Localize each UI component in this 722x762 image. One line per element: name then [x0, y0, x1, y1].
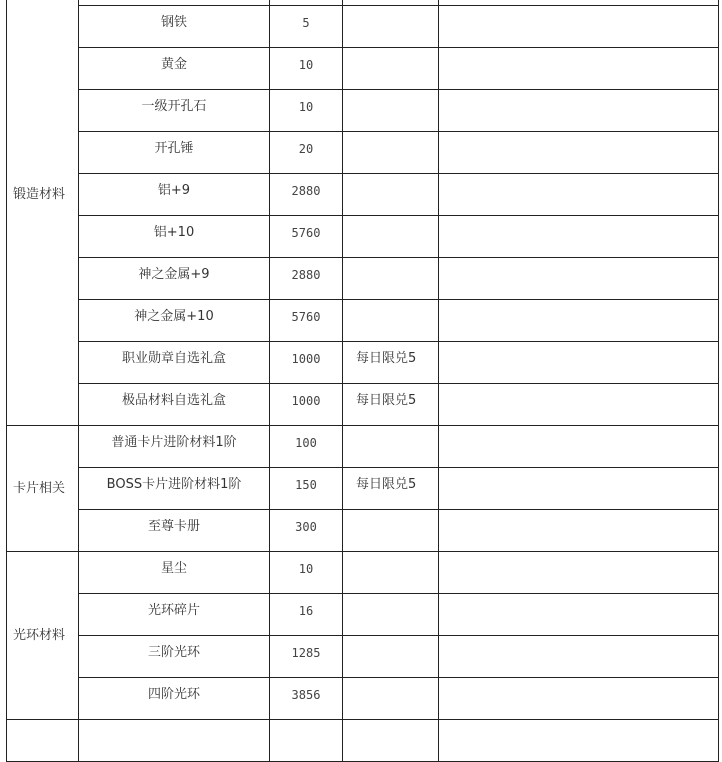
note-cell [439, 384, 719, 426]
table-row [7, 174, 719, 216]
table-row [7, 90, 719, 132]
table-row [7, 216, 719, 258]
limit-cell [343, 594, 439, 636]
limit-cell [343, 300, 439, 342]
item-name-cell: BOSS卡片进阶材料1阶 [79, 468, 270, 510]
limit-cell [343, 636, 439, 678]
note-cell [439, 48, 719, 90]
price-cell: 2880 [270, 174, 343, 216]
table-row [7, 594, 719, 636]
note-cell [439, 678, 719, 720]
item-name-cell: 四阶光环 [79, 678, 270, 720]
note-cell [439, 636, 719, 678]
price-cell: 1000 [270, 384, 343, 426]
item-name-cell: 星尘 [79, 552, 270, 594]
note-cell [439, 174, 719, 216]
note-cell [439, 426, 719, 468]
item-name-cell: 三阶光环 [79, 636, 270, 678]
limit-cell [343, 90, 439, 132]
category-cell [7, 720, 79, 762]
limit-cell [343, 48, 439, 90]
note-cell [439, 468, 719, 510]
note-cell [439, 594, 719, 636]
note-cell [439, 552, 719, 594]
price-cell: 5760 [270, 216, 343, 258]
price-cell: 150 [270, 468, 343, 510]
table-row [7, 468, 719, 510]
note-cell [439, 216, 719, 258]
item-name-cell [79, 720, 270, 762]
item-name-cell: 一级开孔石 [79, 90, 270, 132]
limit-cell [343, 720, 439, 762]
table-row [7, 552, 719, 594]
exchange-table [6, 0, 719, 762]
item-name-cell: 光环碎片 [79, 594, 270, 636]
table-row [7, 636, 719, 678]
category-cell: 卡片相关 [7, 426, 79, 552]
note-cell [439, 342, 719, 384]
limit-cell: 每日限兑5 [343, 384, 439, 426]
price-cell: 2880 [270, 258, 343, 300]
price-cell: 10 [270, 48, 343, 90]
table-row [7, 48, 719, 90]
item-name-cell: 极品材料自选礼盒 [79, 384, 270, 426]
note-cell [439, 300, 719, 342]
category-cell: 光环材料 [7, 552, 79, 720]
limit-cell [343, 678, 439, 720]
price-cell: 10 [270, 90, 343, 132]
table-row [7, 384, 719, 426]
item-name-cell: 职业勋章自选礼盒 [79, 342, 270, 384]
table-row [7, 300, 719, 342]
note-cell [439, 720, 719, 762]
price-cell: 1000 [270, 342, 343, 384]
table-row [7, 510, 719, 552]
item-name-cell: 黄金 [79, 48, 270, 90]
note-cell [439, 258, 719, 300]
item-name-cell: 开孔锤 [79, 132, 270, 174]
table-row [7, 6, 719, 48]
item-name-cell: 铝+9 [79, 174, 270, 216]
price-cell: 20 [270, 132, 343, 174]
note-cell [439, 90, 719, 132]
limit-cell [343, 426, 439, 468]
table-row [7, 678, 719, 720]
limit-cell [343, 174, 439, 216]
limit-cell: 每日限兑5 [343, 342, 439, 384]
price-cell: 5 [270, 6, 343, 48]
item-name-cell: 神之金属+10 [79, 300, 270, 342]
price-cell: 16 [270, 594, 343, 636]
note-cell [439, 6, 719, 48]
limit-cell [343, 510, 439, 552]
item-name-cell: 普通卡片进阶材料1阶 [79, 426, 270, 468]
limit-cell [343, 6, 439, 48]
price-cell: 100 [270, 426, 343, 468]
table-body [7, 0, 719, 762]
limit-cell: 每日限兑5 [343, 468, 439, 510]
limit-cell [343, 552, 439, 594]
price-cell: 5760 [270, 300, 343, 342]
table-row [7, 132, 719, 174]
price-cell [270, 720, 343, 762]
price-cell: 3856 [270, 678, 343, 720]
limit-cell [343, 132, 439, 174]
item-name-cell: 钢铁 [79, 6, 270, 48]
price-cell: 300 [270, 510, 343, 552]
note-cell [439, 132, 719, 174]
category-cell: 锻造材料 [7, 0, 79, 426]
price-cell: 1285 [270, 636, 343, 678]
table-row [7, 342, 719, 384]
table-row [7, 426, 719, 468]
table-row [7, 720, 719, 762]
limit-cell [343, 216, 439, 258]
item-name-cell: 神之金属+9 [79, 258, 270, 300]
price-cell: 10 [270, 552, 343, 594]
limit-cell [343, 258, 439, 300]
table-row [7, 258, 719, 300]
note-cell [439, 510, 719, 552]
item-name-cell: 铝+10 [79, 216, 270, 258]
item-name-cell: 至尊卡册 [79, 510, 270, 552]
